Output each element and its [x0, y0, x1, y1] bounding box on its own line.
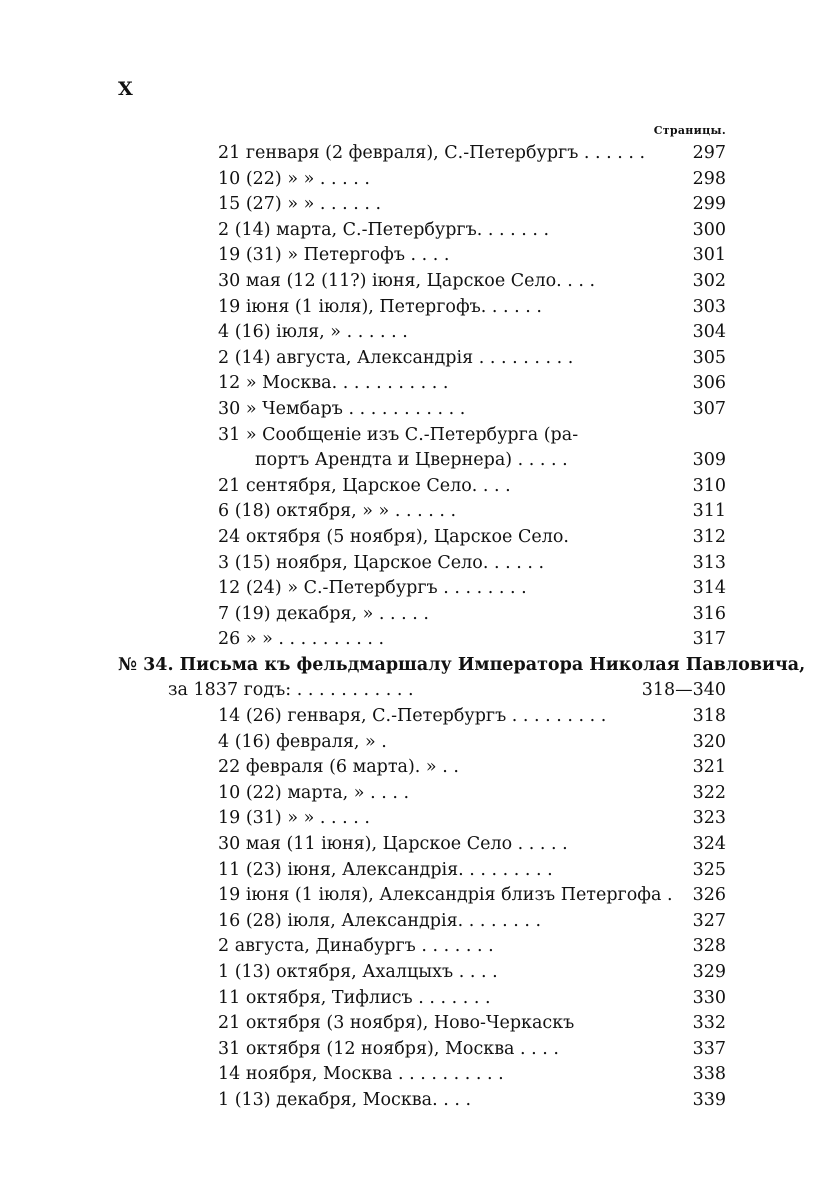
entry-text: 19 (31) » » . . . . .	[218, 808, 370, 829]
entry-text: 26 » » . . . . . . . . . .	[218, 629, 385, 650]
entry-text: 4 (16) февраля, » .	[218, 731, 387, 752]
page-ref: 312	[692, 526, 726, 547]
page-ref: 307	[692, 398, 726, 419]
toc-row	[0, 371, 840, 397]
entry-text: 2 (14) августа, Александрія . . . . . . . . .	[218, 347, 574, 368]
toc-row	[0, 806, 840, 832]
entry-text: 2 (14) марта, С.-Петербургъ. . . . . . .	[218, 219, 550, 240]
page-ref: 327	[692, 910, 726, 931]
page-ref: 325	[692, 859, 726, 880]
page-ref: 314	[692, 578, 726, 599]
page-ref: 338	[692, 1064, 726, 1085]
toc-row	[0, 1062, 840, 1088]
toc-row	[0, 243, 840, 269]
entry-text: 6 (18) октября, » » . . . . . .	[218, 501, 457, 522]
page-ref: 299	[692, 194, 726, 215]
toc-row	[0, 781, 840, 807]
page-ref: 326	[692, 885, 726, 906]
toc-row	[0, 960, 840, 986]
table-of-contents	[0, 141, 840, 1114]
entry-text: 30 мая (11 іюня), Царское Село . . . . .	[218, 834, 568, 855]
toc-row	[0, 551, 840, 577]
page-ref: 310	[692, 475, 726, 496]
entry-text: 1 (13) октября, Ахалцыхъ . . . .	[218, 962, 498, 982]
entry-text: 12 (24) » С.-Петербургъ . . . . . . . .	[218, 578, 527, 599]
page-ref: 322	[692, 782, 726, 803]
toc-row	[0, 883, 840, 909]
toc-row	[0, 627, 840, 653]
toc-row	[0, 320, 840, 346]
entry-text: 19 іюня (1 іюля), Александрія близъ Петергофа .	[218, 885, 673, 906]
toc-row	[0, 167, 840, 193]
page-ref: 313	[692, 552, 726, 573]
toc-row	[0, 525, 840, 551]
page-ref: 297	[692, 143, 726, 163]
toc-row	[0, 346, 840, 372]
entry-text: 21 сентября, Царское Село. . . .	[218, 475, 511, 496]
toc-row	[0, 1088, 840, 1114]
entry-text: 19 іюня (1 іюля), Петергофъ. . . . . .	[218, 296, 542, 317]
toc-row	[0, 755, 840, 781]
toc-row	[0, 295, 840, 321]
toc-row	[0, 141, 840, 167]
entry-text: 30 » Чембаръ . . . . . . . . . . .	[218, 398, 466, 419]
page-ref: 305	[692, 347, 726, 368]
toc-row	[0, 602, 840, 628]
entry-text: 22 февраля (6 марта). » . .	[218, 757, 459, 778]
section-heading-continuation: за 1837 годъ: . . . . . . . . . . .	[168, 680, 414, 701]
page-ref: 321	[692, 757, 726, 778]
page-ref: 316	[692, 603, 726, 624]
entry-text: 21 генваря (2 февраля), С.-Петербургъ . . . . . .	[218, 143, 646, 163]
entry-text: 16 (28) іюля, Александрія. . . . . . . .	[218, 910, 542, 931]
toc-row	[0, 499, 840, 525]
entry-text: 2 августа, Динабургъ . . . . . . .	[218, 936, 494, 957]
entry-text: 11 (23) іюня, Александрія. . . . . . . . .	[218, 859, 553, 880]
pages-column-header: Страницы.	[653, 124, 726, 137]
toc-row	[0, 704, 840, 730]
entry-text: 1 (13) декабря, Москва. . . .	[218, 1089, 472, 1110]
toc-row	[0, 858, 840, 884]
entry-text: 4 (16) іюля, » . . . . . .	[218, 322, 408, 343]
toc-row	[0, 1011, 840, 1037]
page-ref: 302	[692, 270, 726, 291]
toc-row	[0, 1037, 840, 1063]
page-ref: 328	[692, 936, 726, 957]
entry-text: 14 (26) генваря, С.-Петербургъ . . . . . . . . .	[218, 706, 607, 727]
page-ref: 320	[692, 731, 726, 752]
entry-text: 21 октября (3 ноября), Ново-Черкаскъ	[218, 1013, 575, 1034]
section-heading-row	[0, 653, 840, 679]
entry-text: 11 октября, Тифлисъ . . . . . . .	[218, 987, 491, 1008]
page-ref: 329	[692, 962, 726, 982]
toc-row	[0, 576, 840, 602]
toc-row	[0, 986, 840, 1012]
toc-row	[0, 832, 840, 858]
entry-text: 14 ноября, Москва . . . . . . . . . .	[218, 1064, 504, 1085]
entry-text: портъ Арендта и Цвернера) . . . . .	[255, 450, 568, 471]
page-ref: 301	[692, 245, 726, 266]
toc-row	[0, 474, 840, 500]
entry-text: 15 (27) » » . . . . . .	[218, 194, 382, 215]
page-ref: 306	[692, 373, 726, 394]
page-range: 318—340	[641, 680, 726, 701]
page-ref: 311	[692, 501, 726, 522]
page-ref: 339	[692, 1089, 726, 1110]
entry-text: 19 (31) » Петергофъ . . . .	[218, 245, 450, 266]
entry-text: 31 » Сообщеніе изъ С.-Петербурга (ра-	[218, 424, 579, 445]
page-ref: 318	[692, 706, 726, 727]
page-ref: 317	[692, 629, 726, 650]
page-ref: 330	[692, 987, 726, 1008]
page-ref: 337	[692, 1038, 726, 1059]
page-ref: 303	[692, 296, 726, 317]
entry-text: 12 » Москва. . . . . . . . . . .	[218, 373, 449, 394]
entry-text: 10 (22) » » . . . . .	[218, 168, 370, 189]
entry-text: 3 (15) ноября, Царское Село. . . . . .	[218, 552, 545, 573]
toc-row	[0, 269, 840, 295]
toc-row	[0, 730, 840, 756]
toc-row	[0, 218, 840, 244]
page-number: X	[118, 78, 133, 100]
toc-row	[0, 934, 840, 960]
page-ref: 298	[692, 168, 726, 189]
entry-text: 30 мая (12 (11?) іюня, Царское Село. . . .	[218, 270, 596, 291]
toc-row	[0, 909, 840, 935]
section-heading: № 34. Письма къ фельдмаршалу Императора Николая Павловича,	[118, 654, 806, 675]
entry-text: 24 октября (5 ноября), Царское Село.	[218, 526, 569, 547]
toc-row	[0, 423, 840, 449]
entry-text: 31 октября (12 ноября), Москва . . . .	[218, 1038, 559, 1059]
page-ref: 300	[692, 219, 726, 240]
page-ref: 304	[692, 322, 726, 343]
toc-row	[0, 448, 840, 474]
toc-row	[0, 397, 840, 423]
section-heading-row	[0, 678, 840, 704]
entry-text: 7 (19) декабря, » . . . . .	[218, 603, 429, 624]
page-ref: 309	[692, 450, 726, 471]
page-ref: 324	[692, 834, 726, 855]
page-ref: 332	[692, 1013, 726, 1034]
page-ref: 323	[692, 808, 726, 829]
toc-row	[0, 192, 840, 218]
entry-text: 10 (22) марта, » . . . .	[218, 782, 410, 803]
